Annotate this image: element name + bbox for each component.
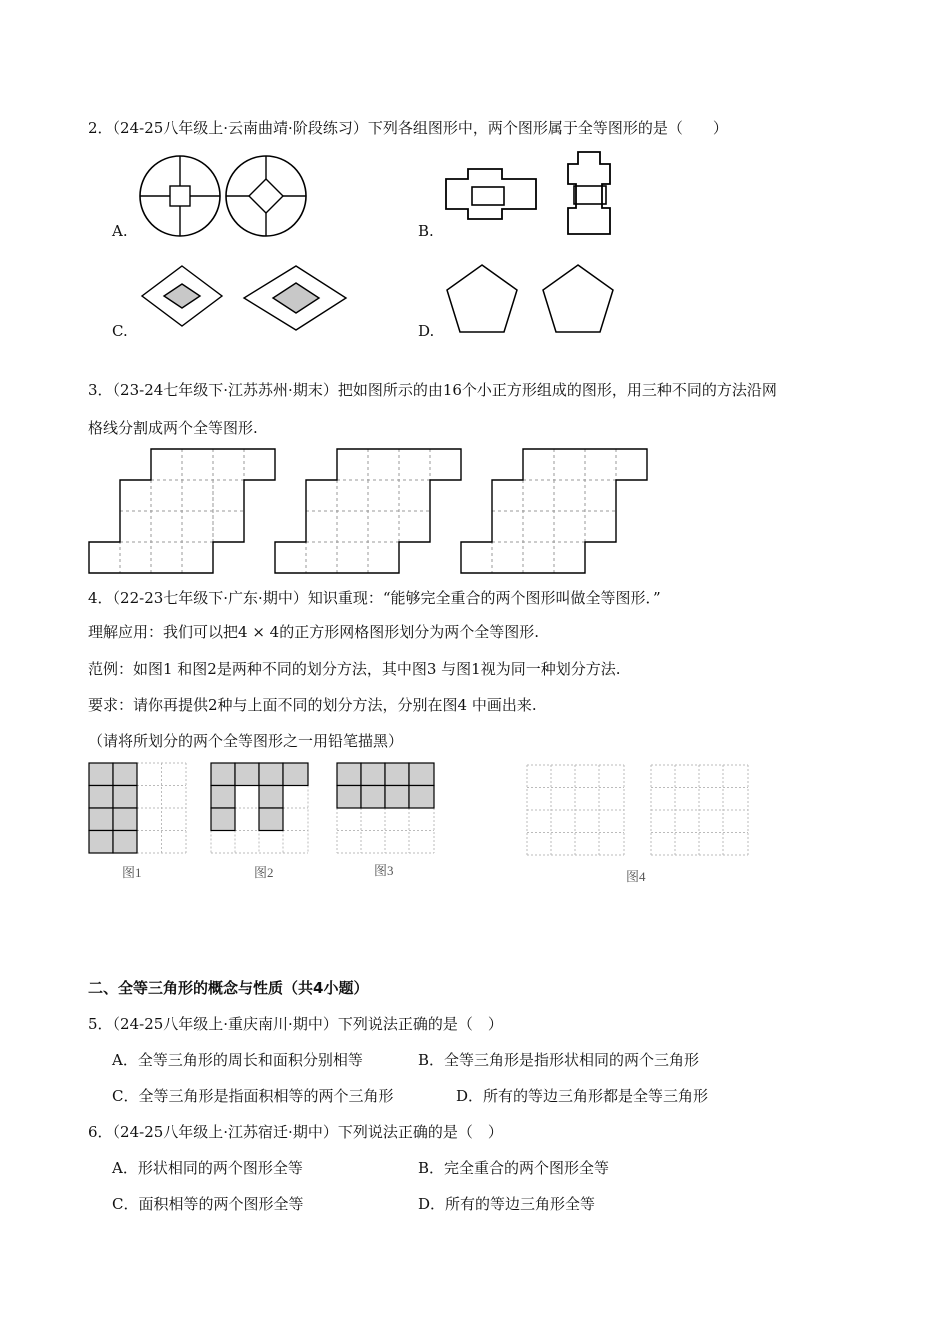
q3-number: 3． — [88, 381, 113, 399]
q5-number: 5． — [88, 1015, 113, 1033]
q4-line4: 要求：请你再提供2种与上面不同的划分方法，分别在图4 中画出来. — [88, 696, 537, 714]
q4-caption-fig4: 图4 — [626, 869, 646, 884]
q4-knowledge: 知识重现：“能够完全重合的两个图形叫做全等图形．” — [307, 589, 661, 607]
q3-stair-grid-3 — [460, 448, 650, 574]
q5-line — [88, 1014, 503, 1034]
q5-source: （24-25八年级上·重庆南川·期中） — [112, 1015, 338, 1033]
q4-caption-fig1: 图1 — [122, 865, 142, 880]
q2-line — [88, 118, 728, 138]
q4-fig3-grid — [336, 762, 436, 854]
q4-line1 — [88, 588, 661, 608]
section2-heading: 二、全等三角形的概念与性质（共4小题） — [88, 979, 369, 997]
q2-source: （24-25八年级上·云南曲靖·阶段练习） — [112, 119, 368, 137]
q6-option-c: C．面积相等的两个图形全等 — [112, 1195, 304, 1213]
q5-option-a: A．全等三角形的周长和面积分别相等 — [112, 1051, 363, 1069]
q6-stem: 下列说法正确的是（ ） — [337, 1123, 503, 1141]
q6-line — [88, 1122, 503, 1142]
q3-line2: 格线分割成两个全等图形. — [88, 419, 258, 437]
q4-line3: 范例：如图1 和图2是两种不同的划分方法，其中图3 与图1视为同一种划分方法. — [88, 660, 621, 678]
q5-option-c: C．全等三角形是指面积相等的两个三角形 — [112, 1087, 394, 1105]
q4-fig4-grid-left — [526, 764, 626, 856]
q6-number: 6． — [88, 1123, 113, 1141]
q6-option-d: D．所有的等边三角形全等 — [418, 1195, 596, 1213]
q3-stair-grid-2 — [274, 448, 464, 574]
q6-option-b: B．完全重合的两个图形全等 — [418, 1159, 610, 1177]
q2-figure-d — [444, 262, 620, 338]
q4-number: 4． — [88, 589, 113, 607]
q4-caption-fig2: 图2 — [254, 865, 274, 880]
q2-option-d-label: D. — [418, 322, 435, 340]
q4-caption-fig3: 图3 — [374, 863, 394, 878]
q2-stem: 下列各组图形中，两个图形属于全等图形的是（ ） — [367, 119, 728, 137]
q5-option-d: D．所有的等边三角形都是全等三角形 — [456, 1087, 709, 1105]
q5-option-b: B．全等三角形是指形状相同的两个三角形 — [418, 1051, 700, 1069]
q4-source: （22-23七年级下·广东·期中） — [112, 589, 308, 607]
q2-number: 2． — [88, 119, 113, 137]
q2-option-c-label: C. — [112, 322, 128, 340]
q3-stair-grid-1 — [88, 448, 278, 574]
q4-fig4-grid-right — [650, 764, 750, 856]
q4-line5: （请将所划分的两个全等图形之一用铅笔描黑） — [88, 732, 404, 750]
q4-fig2-grid — [210, 762, 310, 854]
q6-source: （24-25八年级上·江苏宿迁·期中） — [112, 1123, 338, 1141]
q2-figure-b — [444, 152, 624, 238]
q3-stem-line1: 把如图所示的由16个小正方形组成的图形，用三种不同的方法沿网 — [337, 381, 777, 399]
q6-option-a: A．形状相同的两个图形全等 — [112, 1159, 303, 1177]
q4-fig1-grid — [88, 762, 188, 854]
q2-option-a-label: A. — [112, 222, 128, 240]
q2-figure-c — [138, 262, 350, 338]
q5-stem: 下列说法正确的是（ ） — [337, 1015, 503, 1033]
q2-option-b-label: B. — [418, 222, 434, 240]
q3-line1 — [88, 380, 777, 400]
q2-figure-a — [138, 152, 310, 240]
q3-source: （23-24七年级下·江苏苏州·期末） — [112, 381, 338, 399]
q4-line2: 理解应用：我们可以把4 × 4的正方形网格图形划分为两个全等图形. — [88, 623, 539, 641]
